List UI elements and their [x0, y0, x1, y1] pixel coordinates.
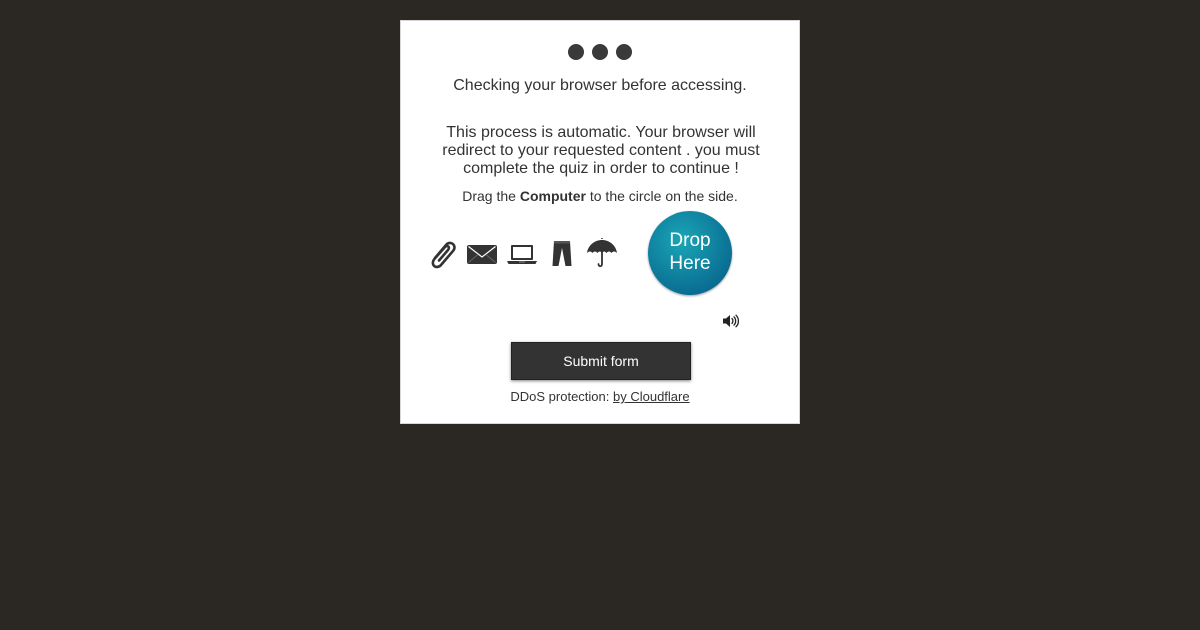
checking-heading: Checking your browser before accessing.	[453, 77, 747, 94]
loading-dots	[401, 44, 799, 60]
drag-instruction	[401, 188, 799, 204]
loading-dot	[616, 44, 632, 60]
pants-icon[interactable]	[545, 236, 579, 270]
instruction-target: Computer	[519, 188, 586, 204]
envelope-icon[interactable]	[465, 236, 499, 270]
submit-form-button[interactable]: Submit form	[511, 342, 691, 380]
challenge-card	[400, 20, 800, 424]
process-description: This process is automatic. Your browser will redirect to your requested content . you must complete the quiz in order to continue !	[442, 124, 760, 177]
instruction-suffix: to the circle on the side.	[585, 188, 738, 204]
speaker-icon[interactable]	[722, 313, 740, 329]
paperclip-icon[interactable]	[425, 236, 459, 270]
cloudflare-link[interactable]: by Cloudflare	[613, 389, 690, 404]
loading-dot	[592, 44, 608, 60]
footer-prefix: DDoS protection:	[510, 389, 613, 404]
drop-here-zone[interactable]	[648, 211, 732, 295]
ddos-protection-footer	[401, 389, 799, 404]
instruction-prefix: Drag the	[462, 188, 520, 204]
drop-label-line1: Drop	[669, 230, 711, 251]
umbrella-icon[interactable]	[585, 236, 619, 270]
loading-dot	[568, 44, 584, 60]
drop-label-line2: Here	[669, 253, 711, 274]
laptop-icon[interactable]	[505, 236, 539, 270]
